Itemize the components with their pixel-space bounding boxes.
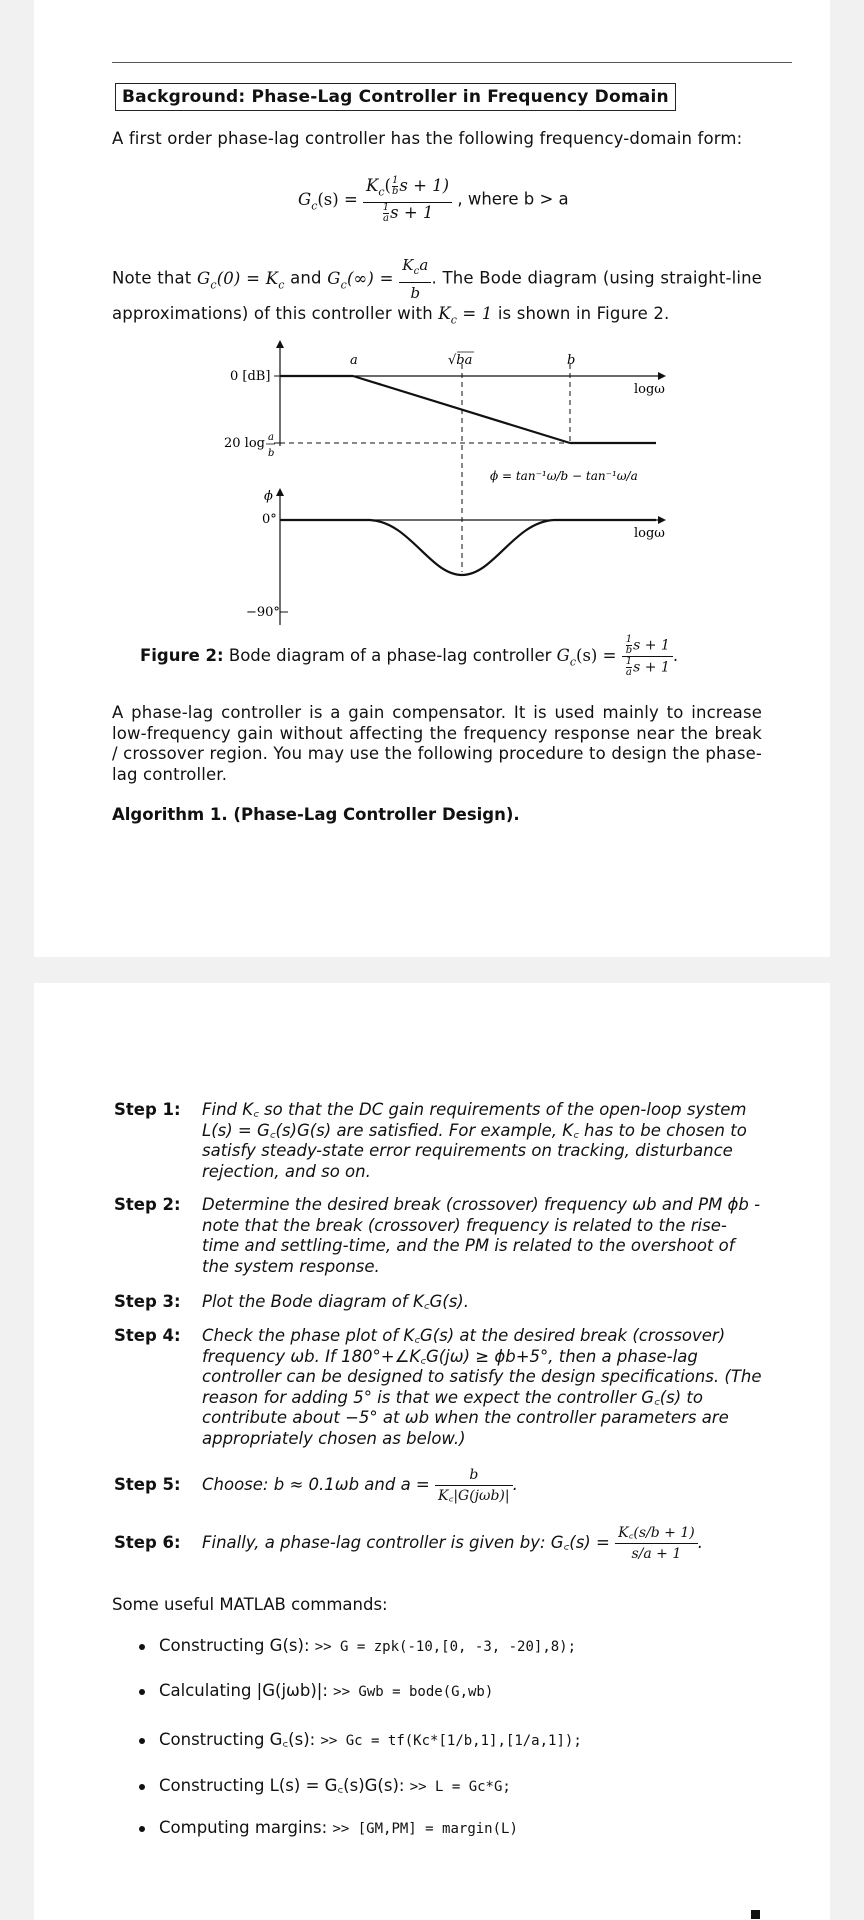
command-item: Constructing G꜀(s): >> Gc = tf(Kc*[1/b,1],[1/a,1]); bbox=[139, 1727, 582, 1750]
command-item: Calculating |G(jωb)|: >> Gwb = bode(G,wb) bbox=[139, 1681, 493, 1700]
label-20log: 20 log bbox=[224, 436, 265, 451]
command-item: Constructing G(s): >> G = zpk(-10,[0, -3, -20],8); bbox=[139, 1636, 576, 1655]
label-20log-den: b bbox=[268, 448, 275, 459]
description-paragraph: A phase-lag controller is a gain compensator. It is used mainly to increase low-frequency gain without affecting the frequency response near the break / crossover region. You may use the following procedure to design the phase-lag controller. bbox=[112, 703, 762, 784]
phase-curve bbox=[280, 520, 656, 575]
bode-diagram bbox=[220, 340, 690, 630]
phase-formula: ϕ = tan⁻¹ω/b − tan⁻¹ω/a bbox=[490, 469, 638, 483]
label-0db: 0 [dB] bbox=[230, 369, 271, 384]
algorithm-title: Algorithm 1. (Phase-Lag Controller Design). bbox=[112, 805, 520, 824]
phase-y-arrow bbox=[276, 488, 284, 496]
tf-lhs: $G_c(s)$ = bbox=[298, 189, 358, 212]
step-6: Step 6: Finally, a phase-lag controller is given by: G꜀(s) = $\frac{K꜀(s/b + 1)}{s/a + 1}$ . bbox=[114, 1525, 703, 1562]
label-0deg: 0° bbox=[262, 512, 277, 527]
mag-y-arrow bbox=[276, 340, 284, 348]
command-item: Constructing L(s) = G꜀(s)G(s): >> L = Gc*G; bbox=[139, 1773, 511, 1796]
qed-square bbox=[751, 1910, 760, 1919]
label-logw-mag: logω bbox=[634, 382, 665, 397]
tf-fraction: $K_c$( $\frac{1}{b}$ s + 1) $\frac{1}{a}$ s + 1 bbox=[363, 176, 452, 224]
intro-paragraph: A first order phase-lag controller has the following frequency-domain form: bbox=[112, 129, 743, 148]
step-5: Step 5: Choose: b ≈ 0.1ωb and a = $\frac{b}{\text{K꜀|G(jωb)|}}$ . bbox=[114, 1467, 518, 1504]
step-4: Step 4: Check the phase plot of K꜀G(s) at the desired break (crossover) frequency ωb. If 180°+∠K꜀G(jω) ≥ ϕb+5°, then a phase-lag controller can be designed to satisfy the design specifications. (The reason for adding 5° is that we expect the controller G꜀(s) to contribute about −5° at ωb when the controller parameters are appropriately chosen as below.) bbox=[114, 1326, 762, 1448]
label-logw-phase: logω bbox=[634, 526, 665, 541]
matlab-title: Some useful MATLAB commands: bbox=[112, 1595, 388, 1614]
command-item: Computing margins: >> [GM,PM] = margin(L) bbox=[139, 1818, 518, 1837]
phase-x-arrow bbox=[658, 516, 666, 524]
note-paragraph: Note that $G_c(0) = K_c$ and $G_c(\infty)$ = $\frac{K_ca}{b}$ . The Bode diagram (using straight-line approximations) of this controller with $K_c = 1$ is shown in Figure 2. bbox=[112, 256, 762, 327]
step-1: Step 1: Find K꜀ so that the DC gain requirements of the open-loop system L(s) = G꜀(s)G(s) are satisfied. For example, K꜀ has to be chosen to satisfy steady-state error requirements on tracking, disturbance rejection, and so on. bbox=[114, 1100, 747, 1181]
transfer-function-equation bbox=[298, 176, 569, 224]
step-3: Step 3: Plot the Bode diagram of K꜀G(s). bbox=[114, 1292, 469, 1311]
label-20log-num: a bbox=[268, 432, 274, 443]
label-sqrt-ba: √ba bbox=[448, 353, 473, 368]
label-phi: ϕ bbox=[264, 489, 273, 504]
top-rule bbox=[112, 62, 792, 63]
mag-x-arrow bbox=[658, 372, 666, 380]
section-title: Background: Phase-Lag Controller in Frequency Domain bbox=[115, 83, 676, 111]
figure-caption: Figure 2: Bode diagram of a phase-lag controller $G_c(s)$ = $\frac{1}{b}$ s + 1 $\frac{1}{a}$ s + 1 . bbox=[140, 634, 679, 678]
step-2: Step 2: Determine the desired break (crossover) frequency ωb and PM ϕb - note that the break (crossover) frequency is related to the rise-time and settling-time, and the PM is related to the overshoot of the system response. bbox=[114, 1195, 761, 1276]
tf-condition: , where b > a bbox=[457, 189, 569, 209]
label-m90: −90° bbox=[246, 605, 280, 620]
label-a: a bbox=[350, 353, 358, 368]
label-b: b bbox=[567, 353, 576, 368]
